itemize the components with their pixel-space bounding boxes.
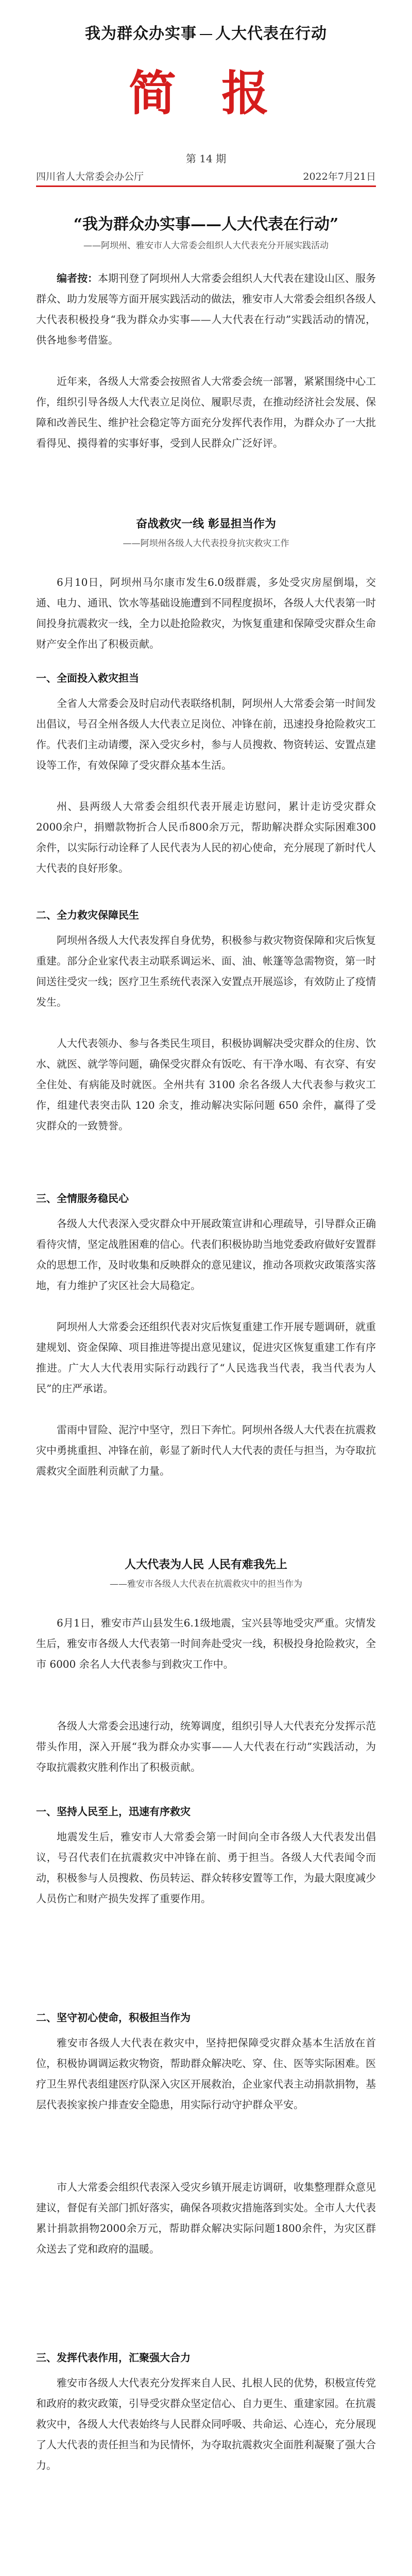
header-divider [36, 185, 376, 187]
publisher-row [36, 169, 376, 183]
article3-section3-title: 三、发挥代表作用，汇聚强大合力 [36, 2351, 191, 2364]
para-text: 本期刊登了阿坝州人大常委会组织人大代表在建设山区、服务群众、助力发展等方面开展实践活动的做法，雅安市人大常委会组织各级人大代表积极投身“我为群众办实事——人大代表在行动”实践活动的情况，供各地参考借鉴。 [36, 272, 376, 346]
article2-s3-para-3 [36, 1419, 376, 1481]
para-text: 雅安市各级人大代表充分发挥来自人民、扎根人民的优势，积极宣传党和政府的救灾政策，引导受灾群众坚定信心、自力更生、重建家园。在抗震救灾中，各级人大代表始终与人民群众同呼吸、共命运、心连心，充分展现了人大代表的责任担当和为民情怀，为夺取抗震救灾全面胜利凝聚了强大合力。 [36, 2377, 376, 2471]
article2-s2-para-2 [36, 1033, 376, 1136]
para-text: 阿坝州人大常委会还组织代表对灾后恢复重建工作开展专题调研，就重建规划、资金保障、项目推进等提出意见建议，促进灾区恢复重建工作有序推进。广大人大代表用实际行动践行了“人民选我当代表，我当代表为人民”的庄严承诺。 [36, 1320, 376, 1395]
article2-subtitle: ——阿坝州各级人大代表投身抗灾救灾工作 [123, 538, 289, 549]
publish-date: 2022年7月21日 [303, 171, 376, 182]
article2-s1-para-1 [36, 693, 376, 775]
article1-title: “我为群众办实事——人大代表在行动” [73, 215, 339, 233]
para-text: 近年来，各级人大常委会按照省人大常委会统一部署，紧紧围绕中心工作，组织引导各级人大代表立足岗位、履职尽责，在推动经济社会发展、保障和改善民生、维护社会稳定等方面充分发挥代表作用，为群众办了一大批看得见、摸得着的实事好事，受到人民群众广泛好评。 [36, 375, 376, 449]
article2-s2-para-1 [36, 930, 376, 1012]
article2-s1-para-2 [36, 796, 376, 878]
article1-para-1 [36, 268, 376, 350]
article3-para-2 [36, 1716, 376, 1777]
issue-number: 第 14 期 [185, 152, 227, 165]
article2-section2-title: 二、全力救灾保障民生 [36, 909, 139, 921]
para-text: 人大代表领办、参与各类民生项目，积极协调解决受灾群众的住房、饮水、就医、就学等问题，确保受灾群众有饭吃、有干净水喝、有衣穿、有安全住处、有病能及时就医。全州共有 3100 余名各级人大代表参与救灾工作，组建代表突击队 120 余支，推动解决实际问题 650 余件，赢得了受灾群众的一致赞誉。 [36, 1037, 376, 1132]
para-text: 市人大常委会组织代表深入受灾乡镇开展走访调研，收集整理群众意见建议，督促有关部门抓好落实，确保各项救灾措施落到实处。全市人大代表累计捐款捐物2000余万元，帮助群众解决实际问题1800余件，为灾区群众送去了党和政府的温暖。 [36, 2181, 376, 2255]
article3-s1-para-1 [36, 1826, 376, 1909]
para-text: 6月1日，雅安市芦山县发生6.1级地震，宝兴县等地受灾严重。灾情发生后，雅安市各级人大代表第一时间奔赴受灾一线，积极投身抢险救灾，全市 6000 余名人大代表参与到救灾工作中。 [36, 1617, 376, 1670]
article2-para-1 [36, 572, 376, 654]
article3-heading: 人大代表为人民 人民有难我先上 [125, 1558, 287, 1571]
para-text: 雅安市各级人大代表在救灾中，坚持把保障受灾群众基本生活放在首位，积极协调调运救灾物资，帮助群众解决吃、穿、住、医等实际困难。医疗卫生界代表组建医疗队深入灾区开展救治，企业家代表主动捐款捐物，基层代表挨家挨户排查安全隐患，用实际行动守护群众平安。 [36, 2037, 376, 2111]
para-text: 全省人大常委会及时启动代表联络机制，阿坝州人大常委会第一时间发出倡议，号召全州各级人大代表立足岗位、冲锋在前，迅速投身抢险救灾工作。代表们主动请缨，深入受灾乡村，参与人员搜救、物资转运、安置点建设等工作，有效保障了受灾群众基本生活。 [36, 697, 376, 771]
article3-subtitle: ——雅安市各级人大代表在抗震救灾中的担当作为 [110, 1579, 302, 1589]
masthead: 简 报 [128, 65, 284, 121]
article2-section3-title: 三、全情服务稳民心 [36, 1192, 129, 1205]
article2-section1-title: 一、全面投入救灾担当 [36, 672, 139, 684]
article1-para-2 [36, 371, 376, 453]
article3-s2-para-2 [36, 2177, 376, 2259]
article2-heading: 奋战救灾一线 彰显担当作为 [136, 517, 276, 531]
article1-subtitle: ——阿坝州、雅安市人大常委会组织人大代表充分开展实践活动 [83, 241, 329, 251]
article3-para-1 [36, 1613, 376, 1674]
para-text: 雷雨中冒险、泥泞中坚守，烈日下奔忙。阿坝州各级人大代表在抗震救灾中勇挑重担、冲锋在前，彰显了新时代人大代表的责任与担当，为夺取抗震救灾全面胜利贡献了力量。 [36, 1423, 376, 1477]
article3-s3-para-1 [36, 2372, 376, 2476]
para-text: 阿坝州各级人大代表发挥自身优势，积极参与救灾物资保障和灾后恢复重建。部分企业家代表主动联系调运米、面、油、帐篷等急需物资，第一时间送往受灾一线；医疗卫生系统代表深入安置点开展巡诊，有效防止了疫情发生。 [36, 934, 376, 1008]
kicker-part1: 我为群众办实事 [85, 25, 197, 43]
article3-section2-title: 二、坚守初心使命，积极担当作为 [36, 2011, 191, 2024]
para-text: 6月10日，阿坝州马尔康市发生6.0级群震，多处受灾房屋倒塌，交通、电力、通讯、饮水等基础设施遭到不同程度损坏，各级人大代表第一时间投身抗震救灾一线，全力以赴抢险救灾，为恢复重建和保障受灾群众生命财产安全作出了积极贡献。 [36, 576, 376, 650]
kicker-dash [200, 34, 212, 35]
publisher: 四川省人大常委会办公厅 [36, 171, 144, 182]
article2-s3-para-1 [36, 1213, 376, 1296]
para-text: 州、县两级人大常委会组织代表开展走访慰问，累计走访受灾群众2000余户，捐赠款物折合人民币800余万元，帮助解决群众实际困难300余件，以实际行动诠释了人民代表为人民的初心使命，充分展现了新时代人大代表的良好形象。 [36, 800, 376, 874]
article3-section1-title: 一、坚持人民至上，迅速有序救灾 [36, 1805, 191, 1818]
article3-s2-para-1 [36, 2032, 376, 2115]
kicker-title [0, 21, 412, 43]
article2-s3-para-2 [36, 1316, 376, 1399]
para-lead: 编者按： [57, 272, 98, 284]
para-text: 各级人大代表深入受灾群众中开展政策宣讲和心理疏导，引导群众正确看待灾情，坚定战胜困难的信心。代表们积极协助当地党委政府做好安置群众的思想工作，及时收集和反映群众的意见建议，推动各项救灾政策落实落地，有力维护了灾区社会大局稳定。 [36, 1217, 376, 1292]
para-text: 地震发生后，雅安市人大常委会第一时间向全市各级人大代表发出倡议，号召代表们在抗震救灾中冲锋在前、勇于担当。各级人大代表闻令而动，积极参与人员搜救、伤员转运、群众转移安置等工作，为最大限度减少人员伤亡和财产损失发挥了重要作用。 [36, 1831, 376, 1905]
kicker-part2: 人大代表在行动 [215, 25, 327, 43]
para-text: 各级人大常委会迅速行动，统筹调度，组织引导人大代表充分发挥示范带头作用，深入开展“我为群众办实事——人大代表在行动”实践活动，为夺取抗震救灾胜利作出了积极贡献。 [36, 1720, 376, 1773]
